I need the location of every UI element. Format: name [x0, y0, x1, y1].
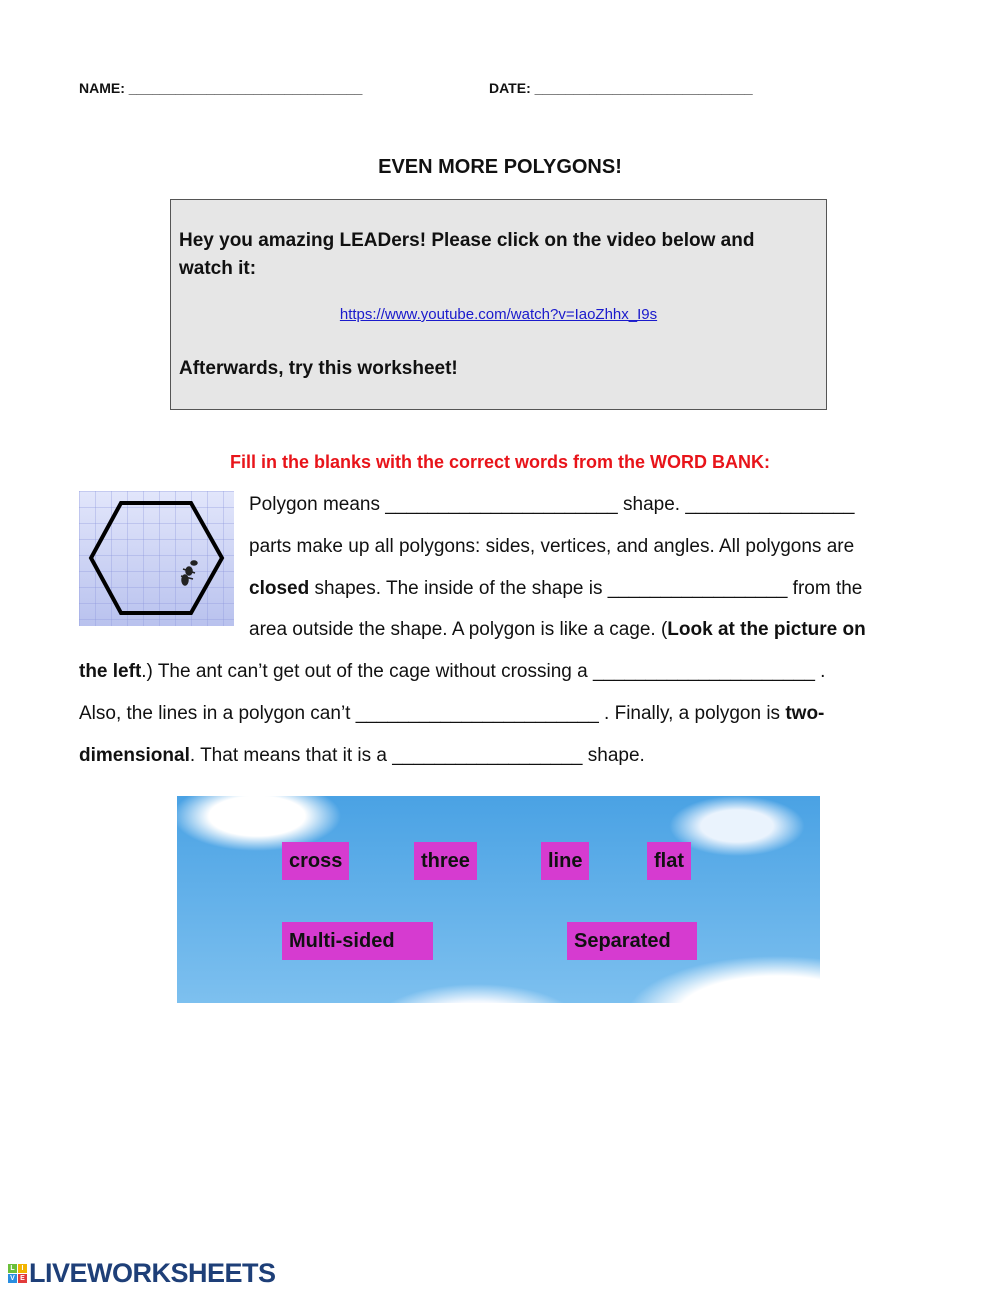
intro-box [170, 199, 827, 410]
word-separated[interactable]: Separated [567, 922, 697, 960]
logo-text: LIVEWORKSHEETS [29, 1258, 276, 1288]
intro-line-2: watch it: [179, 258, 257, 279]
paragraph-line [249, 619, 866, 641]
bold-text: the left [79, 661, 142, 683]
word-cross[interactable]: cross [282, 842, 349, 880]
paragraph-line [249, 536, 854, 558]
text: Polygon means ______________________ shape. ________________ [249, 494, 855, 515]
intro-line-1: Hey you amazing LEADers! Please click on the video below and [179, 230, 755, 251]
text: . That means that it is a __________________ shape. [189, 744, 645, 766]
paragraph-line [249, 578, 862, 600]
paragraph-line [249, 494, 854, 516]
text: Also, the lines in a polygon can’t _______________________ . Finally, a polygon is [79, 703, 786, 724]
word-multi-sided[interactable]: Multi-sided [282, 922, 433, 960]
text: .) The ant can’t get out of the cage without crossing a _____________________ . [141, 661, 826, 683]
date-field[interactable]: DATE: ____________________________ [489, 80, 753, 96]
intro-afterwards: Afterwards, try this worksheet! [179, 358, 458, 379]
word-bank [177, 796, 820, 1003]
page-title: EVEN MORE POLYGONS! [378, 156, 622, 178]
paragraph-line [79, 661, 825, 683]
bold-text: dimensional [79, 744, 190, 766]
bold-text: two- [785, 703, 825, 724]
bold-text: Look at the picture on [667, 619, 866, 641]
hexagon-ant-image [79, 491, 234, 626]
live-badge-icon: L I V E [8, 1264, 27, 1283]
word-three[interactable]: three [414, 842, 477, 880]
text: parts make up all polygons: sides, vertices, and angles. All polygons are [249, 535, 855, 557]
paragraph-line [79, 703, 824, 725]
text: area outside the shape. A polygon is like a cage. ( [249, 619, 668, 641]
instruction: Fill in the blanks with the correct words from the WORD BANK: [229, 452, 771, 472]
paragraph-line [79, 745, 645, 767]
bold-text: closed [249, 577, 310, 599]
name-field[interactable]: NAME: ______________________________ [79, 80, 363, 96]
word-flat[interactable]: flat [647, 842, 691, 880]
word-line[interactable]: line [541, 842, 589, 880]
ant-icon [181, 561, 197, 585]
hexagon-icon [79, 491, 234, 626]
video-link[interactable]: https://www.youtube.com/watch?v=IaoZhhx_I9s [339, 306, 658, 323]
text: shapes. The inside of the shape is _________________ from the [309, 577, 863, 599]
liveworksheets-logo [8, 1258, 276, 1289]
